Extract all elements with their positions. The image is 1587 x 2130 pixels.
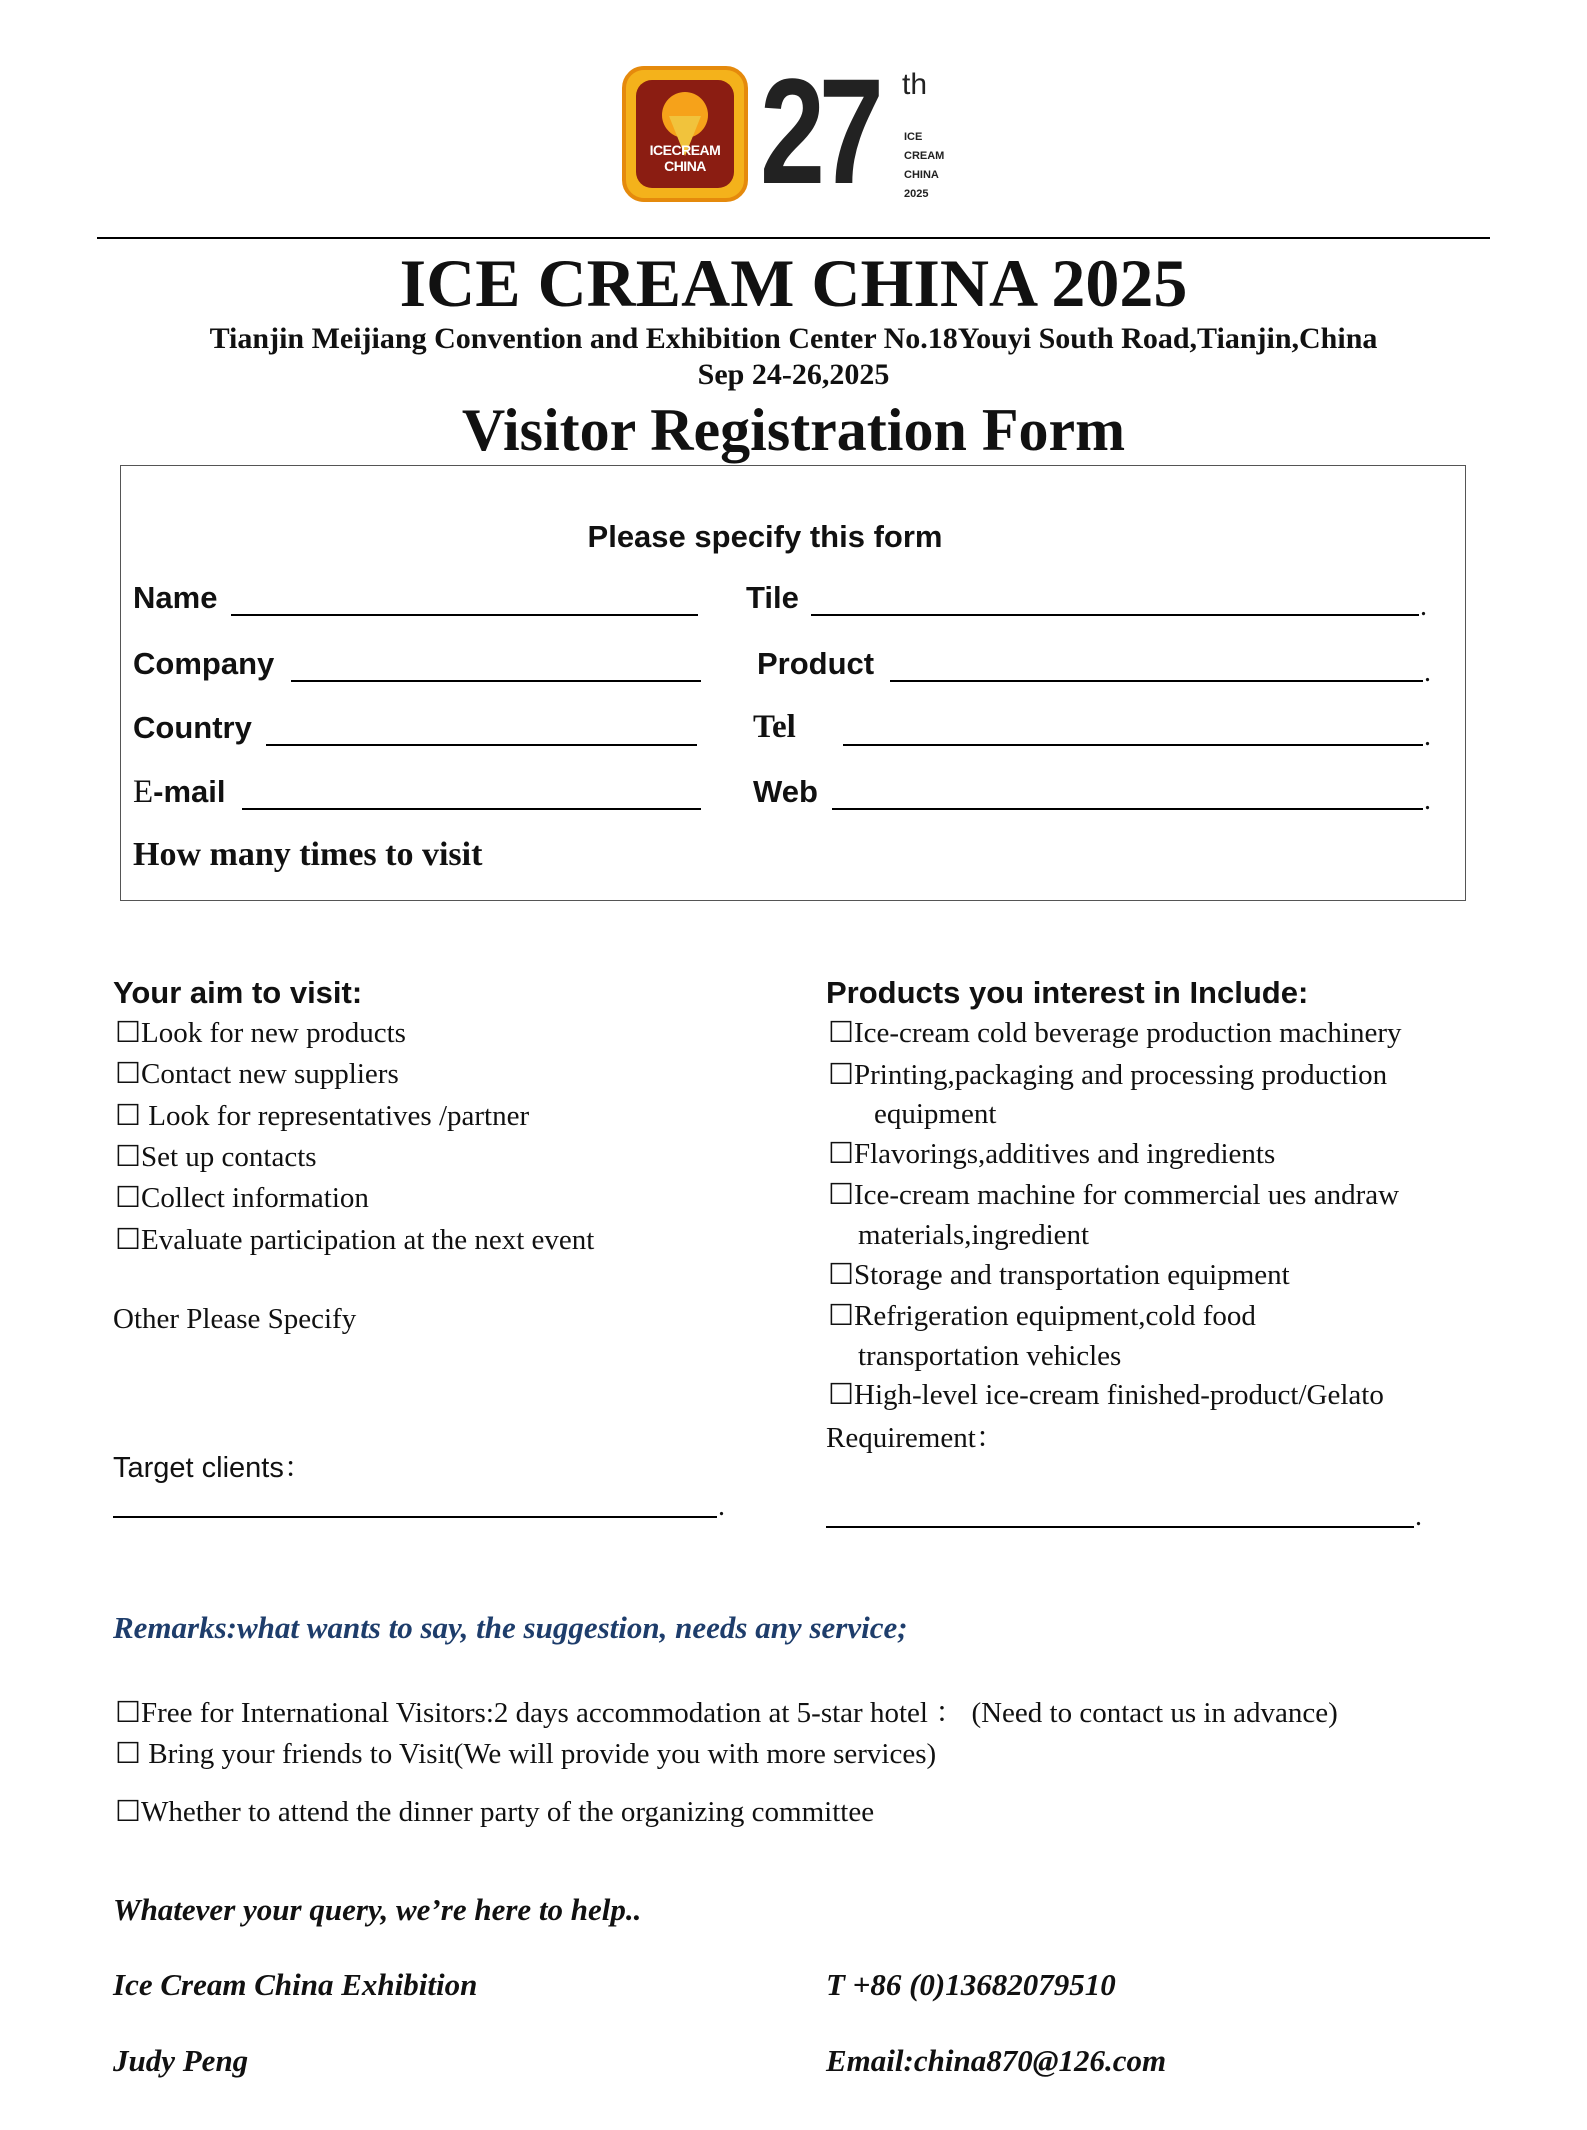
product-checkbox-item[interactable]: ☐Flavorings,additives and ingredients — [828, 1138, 1276, 1170]
product-item-continuation: equipment — [874, 1098, 997, 1130]
country-field[interactable] — [266, 744, 697, 746]
logo-mini-line: CHINA — [904, 169, 939, 181]
product-field[interactable] — [890, 680, 1423, 682]
line-end-dot: . — [1424, 785, 1431, 816]
tel-field[interactable] — [843, 744, 1423, 746]
aim-checkbox-item[interactable]: ☐Look for new products — [115, 1017, 406, 1049]
form-title: Visitor Registration Form — [461, 397, 1126, 463]
contact-phone: T +86 (0)13682079510 — [826, 1967, 1116, 2002]
product-checkbox-item[interactable]: ☐Printing,packaging and processing production — [828, 1059, 1388, 1091]
remark-checkbox-item[interactable]: ☐Whether to attend the dinner party of the organizing committee — [115, 1796, 875, 1828]
target-clients-label: Target clients： — [113, 1452, 313, 1484]
web-label: Web — [753, 774, 818, 809]
web-field[interactable] — [832, 808, 1423, 810]
product-checkbox-item[interactable]: ☐Refrigeration equipment,cold food — [828, 1300, 1256, 1332]
line-end-dot: . — [718, 1491, 725, 1522]
product-item-continuation: transportation vehicles — [858, 1340, 1122, 1372]
tile-field[interactable] — [811, 614, 1419, 616]
remark-checkbox-item[interactable]: ☐ Bring your friends to Visit(We will provide you with more services) — [115, 1738, 937, 1770]
line-end-dot: . — [1424, 657, 1431, 688]
line-end-dot: . — [1415, 1501, 1422, 1532]
contact-email: Email:china870@126.com — [826, 2043, 1167, 2078]
logo-mini-line: CREAM — [904, 150, 945, 162]
badge-text-line2: CHINA — [664, 158, 706, 174]
product-checkbox-item[interactable]: ☐High-level ice-cream finished-product/Gelato — [828, 1379, 1384, 1411]
event-title: ICE CREAM CHINA 2025 — [399, 245, 1188, 321]
product-checkbox-item[interactable]: ☐Ice-cream cold beverage production machinery — [828, 1017, 1402, 1049]
other-specify-label: Other Please Specify — [113, 1303, 357, 1335]
product-checkbox-item[interactable]: ☐Storage and transportation equipment — [828, 1259, 1290, 1291]
contact-person: Judy Peng — [113, 2043, 249, 2078]
email-label — [133, 773, 226, 811]
name-label: Name — [133, 580, 218, 615]
logo-mini-text — [904, 128, 944, 204]
requirement-label: Requirement： — [826, 1422, 1005, 1454]
venue-address: Tianjin Meijiang Convention and Exhibition Center No.18Youyi South Road,Tianjin,China — [209, 322, 1378, 355]
product-item-continuation: materials,ingredient — [858, 1219, 1090, 1251]
email-label-prefix: E — [133, 774, 154, 810]
help-text: Whatever your query, we’re here to help.. — [113, 1892, 642, 1927]
edition-suffix: th — [902, 68, 928, 101]
header-divider — [97, 237, 1490, 239]
products-heading: Products you interest in Include: — [826, 975, 1309, 1010]
aim-checkbox-item[interactable]: ☐Set up contacts — [115, 1141, 317, 1173]
event-logo — [622, 47, 945, 215]
country-label: Country — [133, 710, 252, 745]
form-instruction: Please specify this form — [587, 519, 943, 554]
product-label: Product — [757, 646, 875, 681]
line-end-dot: . — [1420, 591, 1427, 622]
edition-number: 27 — [760, 47, 878, 215]
aim-checkbox-item[interactable]: ☐Evaluate participation at the next event — [115, 1224, 595, 1256]
tile-label: Tile — [746, 580, 799, 615]
tel-label: Tel — [753, 709, 796, 745]
target-clients-field[interactable] — [113, 1516, 717, 1518]
event-dates: Sep 24-26,2025 — [697, 358, 890, 391]
badge-text-line1: ICECREAM — [649, 142, 721, 158]
ice-cream-china-badge — [622, 66, 748, 202]
aim-checkbox-item[interactable]: ☐Contact new suppliers — [115, 1058, 399, 1090]
company-label: Company — [133, 646, 275, 681]
product-checkbox-item[interactable]: ☐Ice-cream machine for commercial ues andraw — [828, 1179, 1400, 1211]
requirement-field[interactable] — [826, 1526, 1414, 1528]
remark-checkbox-item[interactable]: ☐Free for International Visitors:2 days accommodation at 5-star hotel ： (Need to contact us in advance) — [115, 1697, 1338, 1729]
aims-heading: Your aim to visit: — [113, 975, 363, 1010]
logo-mini-line: ICE — [904, 131, 923, 143]
name-field[interactable] — [231, 614, 698, 616]
visits-label: How many times to visit — [133, 836, 483, 873]
remarks-heading: Remarks:what wants to say, the suggestion, needs any service; — [113, 1610, 908, 1645]
logo-mini-line: 2025 — [904, 188, 929, 200]
aim-checkbox-item[interactable]: ☐Collect information — [115, 1182, 369, 1214]
company-field[interactable] — [291, 680, 701, 682]
aim-checkbox-item[interactable]: ☐ Look for representatives /partner — [115, 1100, 530, 1132]
line-end-dot: . — [1424, 721, 1431, 752]
organization-name: Ice Cream China Exhibition — [113, 1967, 478, 2002]
email-field[interactable] — [242, 808, 701, 810]
email-label-rest: -mail — [153, 774, 226, 809]
